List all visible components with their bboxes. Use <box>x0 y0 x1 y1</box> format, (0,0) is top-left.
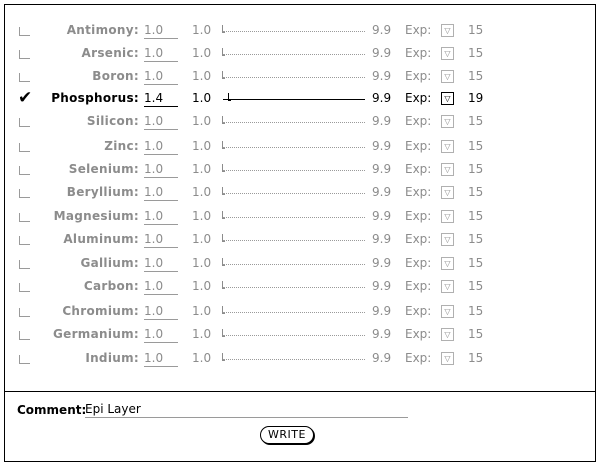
checkbox-box <box>19 118 30 127</box>
dropdown-arrow-icon[interactable]: ▽ <box>441 115 454 128</box>
write-button[interactable]: WRITE <box>260 426 314 444</box>
value-slider[interactable] <box>223 54 365 55</box>
dopant-row-germanium <box>5 324 595 346</box>
slider-max: 9.9 <box>372 304 392 318</box>
slider-min: 1.0 <box>192 304 212 318</box>
exp-value: 15 <box>468 351 484 365</box>
slider-handle[interactable] <box>222 329 225 337</box>
exp-label: Exp: <box>405 46 432 60</box>
exp-value: 15 <box>468 304 484 318</box>
element-value-input[interactable]: 1.0 <box>144 279 178 295</box>
slider-max: 9.9 <box>372 46 392 60</box>
exp-value: 15 <box>468 114 484 128</box>
slider-handle[interactable] <box>222 164 225 172</box>
slider-min: 1.0 <box>192 351 212 365</box>
element-name: Indium: <box>85 351 139 365</box>
element-name: Arsenic: <box>81 46 139 60</box>
element-checkbox[interactable] <box>19 280 31 294</box>
element-value-input[interactable]: 1.0 <box>144 327 178 343</box>
slider-max: 9.9 <box>372 256 392 270</box>
element-name: Phosphorus: <box>51 91 139 105</box>
dropdown-arrow-icon[interactable]: ▽ <box>441 186 454 199</box>
slider-handle[interactable] <box>222 71 225 79</box>
dropdown-arrow-icon[interactable]: ▽ <box>441 70 454 83</box>
exp-label: Exp: <box>405 185 432 199</box>
slider-handle[interactable] <box>222 211 225 219</box>
value-slider[interactable] <box>223 335 365 336</box>
slider-max: 9.9 <box>372 327 392 341</box>
dropdown-arrow-icon[interactable]: ▽ <box>441 352 454 365</box>
element-name: Antimony: <box>66 23 139 37</box>
exp-value: 15 <box>468 327 484 341</box>
divider <box>5 391 595 392</box>
slider-handle[interactable] <box>222 258 225 266</box>
checkbox-box <box>19 331 30 340</box>
exp-label: Exp: <box>405 114 432 128</box>
value-slider[interactable] <box>223 122 365 123</box>
slider-max: 9.9 <box>372 185 392 199</box>
slider-handle[interactable] <box>228 93 231 101</box>
element-value-input[interactable]: 1.0 <box>144 114 178 130</box>
dropdown-arrow-icon[interactable]: ▽ <box>441 233 454 246</box>
exp-value: 15 <box>468 185 484 199</box>
dopant-row-beryllium <box>5 182 595 204</box>
dopant-row-antimony <box>5 20 595 42</box>
comment-input[interactable]: Epi Layer <box>85 402 408 418</box>
dopant-row-boron <box>5 66 595 88</box>
exp-value: 15 <box>468 139 484 153</box>
slider-handle[interactable] <box>222 187 225 195</box>
dopant-row-aluminum <box>5 229 595 251</box>
element-checkbox[interactable] <box>18 88 33 108</box>
element-value-input[interactable]: 1.0 <box>144 304 178 320</box>
element-checkbox[interactable] <box>19 257 31 271</box>
slider-max: 9.9 <box>372 279 392 293</box>
slider-min: 1.0 <box>192 327 212 341</box>
exp-label: Exp: <box>405 351 432 365</box>
value-slider[interactable] <box>223 287 365 288</box>
slider-handle[interactable] <box>222 234 225 242</box>
value-slider[interactable] <box>223 359 365 360</box>
dopant-row-indium <box>5 348 595 370</box>
value-slider[interactable] <box>223 193 365 194</box>
exp-value: 15 <box>468 23 484 37</box>
dropdown-arrow-icon[interactable]: ▽ <box>441 280 454 293</box>
slider-min: 1.0 <box>192 139 212 153</box>
slider-min: 1.0 <box>192 46 212 60</box>
comment-label: Comment: <box>17 403 87 417</box>
element-name: Aluminum: <box>63 232 139 246</box>
exp-label: Exp: <box>405 304 432 318</box>
checkbox-box <box>19 355 30 364</box>
element-value-input[interactable]: 1.0 <box>144 351 178 367</box>
exp-value: 15 <box>468 162 484 176</box>
value-slider[interactable] <box>223 217 365 218</box>
exp-value: 15 <box>468 256 484 270</box>
element-value-input[interactable]: 1.0 <box>144 256 178 272</box>
exp-label: Exp: <box>405 279 432 293</box>
slider-min: 1.0 <box>192 185 212 199</box>
dropdown-arrow-icon[interactable]: ▽ <box>441 47 454 60</box>
slider-min: 1.0 <box>192 114 212 128</box>
element-checkbox[interactable] <box>19 24 31 38</box>
element-checkbox[interactable] <box>19 352 31 366</box>
element-checkbox[interactable] <box>19 163 31 177</box>
checkbox-box <box>19 73 30 82</box>
element-checkbox[interactable] <box>19 70 31 84</box>
dopant-row-chromium <box>5 301 595 323</box>
value-slider[interactable] <box>223 31 365 32</box>
dopant-list <box>5 5 595 391</box>
value-slider[interactable] <box>223 147 365 148</box>
checkbox-box <box>19 213 30 222</box>
slider-max: 9.9 <box>372 209 392 223</box>
dropdown-arrow-icon[interactable]: ▽ <box>441 92 454 105</box>
slider-max: 9.9 <box>372 91 392 105</box>
dopant-row-silicon <box>5 111 595 133</box>
exp-value: 15 <box>468 46 484 60</box>
checkbox-box <box>19 143 30 152</box>
value-slider[interactable] <box>223 240 365 241</box>
dopant-row-phosphorus <box>5 88 595 110</box>
element-checkbox[interactable] <box>19 305 31 319</box>
dopant-row-arsenic <box>5 43 595 65</box>
checkbox-box <box>19 283 30 292</box>
exp-label: Exp: <box>405 69 432 83</box>
slider-min: 1.0 <box>192 209 212 223</box>
slider-max: 9.9 <box>372 162 392 176</box>
slider-handle[interactable] <box>222 281 225 289</box>
element-checkbox[interactable] <box>19 115 31 129</box>
element-value-input[interactable]: 1.0 <box>144 232 178 248</box>
exp-label: Exp: <box>405 232 432 246</box>
checkbox-box <box>19 50 30 59</box>
value-slider[interactable] <box>223 264 365 265</box>
slider-max: 9.9 <box>372 23 392 37</box>
element-name: Boron: <box>92 69 139 83</box>
element-checkbox[interactable] <box>19 210 31 224</box>
element-value-input[interactable]: 1.0 <box>144 46 178 62</box>
slider-handle[interactable] <box>222 353 225 361</box>
checkbox-box <box>19 189 30 198</box>
value-slider[interactable] <box>223 170 365 171</box>
dopant-row-selenium <box>5 159 595 181</box>
element-value-input[interactable]: 1.0 <box>144 185 178 201</box>
dopant-panel <box>4 4 596 462</box>
slider-min: 1.0 <box>192 232 212 246</box>
exp-value: 15 <box>468 209 484 223</box>
slider-handle[interactable] <box>222 141 225 149</box>
element-name: Germanium: <box>52 327 139 341</box>
dropdown-arrow-icon[interactable]: ▽ <box>441 163 454 176</box>
slider-min: 1.0 <box>192 279 212 293</box>
slider-max: 9.9 <box>372 232 392 246</box>
element-value-input[interactable]: 1.0 <box>144 162 178 178</box>
element-checkbox[interactable] <box>19 328 31 342</box>
element-checkbox[interactable] <box>19 140 31 154</box>
element-value-input[interactable]: 1.0 <box>144 139 178 155</box>
value-slider[interactable] <box>223 99 365 100</box>
slider-min: 1.0 <box>192 162 212 176</box>
dopant-row-carbon <box>5 276 595 298</box>
exp-label: Exp: <box>405 209 432 223</box>
checkbox-box <box>19 236 30 245</box>
dropdown-arrow-icon[interactable]: ▽ <box>441 328 454 341</box>
checkbox-box <box>19 308 30 317</box>
checkbox-box <box>19 166 30 175</box>
dropdown-arrow-icon[interactable]: ▽ <box>441 305 454 318</box>
element-name: Magnesium: <box>53 209 139 223</box>
slider-max: 9.9 <box>372 114 392 128</box>
element-value-input[interactable]: 1.0 <box>144 23 178 39</box>
exp-label: Exp: <box>405 91 432 105</box>
element-name: Chromium: <box>62 304 139 318</box>
element-name: Selenium: <box>68 162 139 176</box>
exp-label: Exp: <box>405 23 432 37</box>
element-value-input[interactable]: 1.0 <box>144 209 178 225</box>
slider-min: 1.0 <box>192 91 212 105</box>
value-slider[interactable] <box>223 77 365 78</box>
dopant-row-zinc <box>5 136 595 158</box>
element-name: Zinc: <box>104 139 139 153</box>
element-name: Gallium: <box>80 256 139 270</box>
slider-max: 9.9 <box>372 69 392 83</box>
value-slider[interactable] <box>223 312 365 313</box>
dopant-row-gallium <box>5 253 595 275</box>
dopant-row-magnesium <box>5 206 595 228</box>
element-checkbox[interactable] <box>19 47 31 61</box>
element-name: Silicon: <box>86 114 139 128</box>
exp-label: Exp: <box>405 256 432 270</box>
exp-value: 15 <box>468 69 484 83</box>
slider-min: 1.0 <box>192 256 212 270</box>
exp-label: Exp: <box>405 162 432 176</box>
exp-label: Exp: <box>405 139 432 153</box>
element-value-input[interactable]: 1.4 <box>144 91 178 107</box>
element-checkbox[interactable] <box>19 186 31 200</box>
dropdown-arrow-icon[interactable]: ▽ <box>441 24 454 37</box>
exp-label: Exp: <box>405 327 432 341</box>
element-value-input[interactable]: 1.0 <box>144 69 178 85</box>
exp-value: 19 <box>468 91 484 105</box>
slider-max: 9.9 <box>372 139 392 153</box>
element-checkbox[interactable] <box>19 233 31 247</box>
exp-value: 15 <box>468 279 484 293</box>
slider-handle[interactable] <box>222 116 225 124</box>
slider-handle[interactable] <box>222 306 225 314</box>
checkmark-icon: ✔ <box>18 88 33 108</box>
exp-value: 15 <box>468 232 484 246</box>
element-name: Beryllium: <box>66 185 139 199</box>
slider-handle[interactable] <box>222 25 225 33</box>
dropdown-arrow-icon[interactable]: ▽ <box>441 257 454 270</box>
dropdown-arrow-icon[interactable]: ▽ <box>441 210 454 223</box>
slider-min: 1.0 <box>192 23 212 37</box>
slider-handle[interactable] <box>222 48 225 56</box>
slider-max: 9.9 <box>372 351 392 365</box>
dropdown-arrow-icon[interactable]: ▽ <box>441 140 454 153</box>
checkbox-box <box>19 27 30 36</box>
element-name: Carbon: <box>83 279 139 293</box>
checkbox-box <box>19 260 30 269</box>
slider-min: 1.0 <box>192 69 212 83</box>
